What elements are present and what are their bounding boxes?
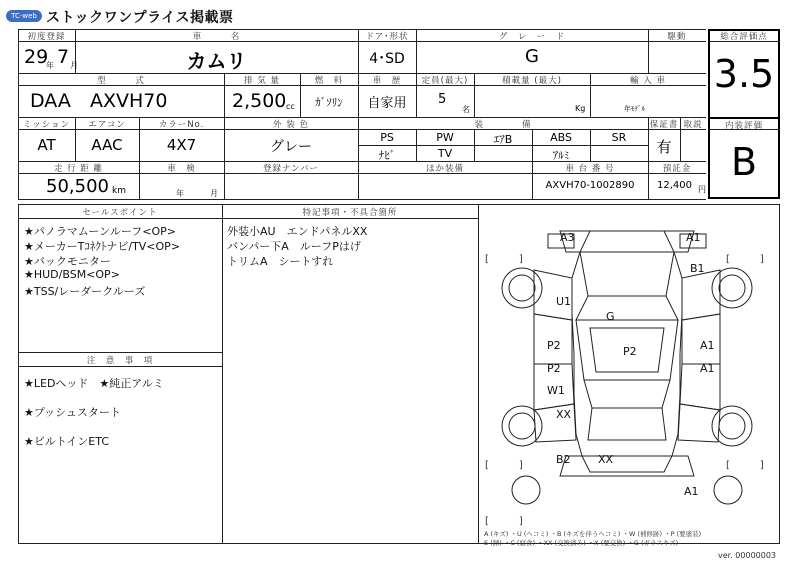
displacement-unit: cc (286, 102, 295, 111)
interior-score: B (730, 140, 758, 184)
aircon-label: エアコン (88, 120, 126, 130)
damage-mark: B1 (690, 262, 705, 275)
damage-mark: A1 (700, 339, 715, 352)
equip-airbag: ｴｱB (493, 133, 513, 146)
chassis-label: 車 台 番 号 (565, 164, 615, 174)
remark-3: トリムA シートすれ (227, 255, 334, 268)
sales-points-title: セールスポイント (82, 208, 158, 218)
sales-point-5: ★TSS/レーダークルーズ (24, 285, 146, 298)
mission-value: AT (37, 136, 56, 154)
damage-mark: XX (556, 408, 572, 421)
drive-label: 駆動 (667, 32, 687, 42)
first-reg-year: 29 (24, 46, 49, 68)
doors-label: ドア･形状 (365, 32, 409, 42)
color-no-label: カラーNo. (158, 120, 205, 130)
load-unit: Kg (575, 104, 586, 113)
grade-value: G (525, 46, 539, 67)
sales-point-4: ★HUD/BSM<OP> (24, 268, 120, 281)
remarks-title: 特記事項・不具合箇所 (302, 208, 398, 218)
color-no-value: 4X7 (166, 136, 197, 154)
inspection-label: 車 検 (167, 164, 196, 174)
year-unit: 年 (46, 61, 54, 70)
damage-mark: B2 (556, 453, 571, 466)
capacity-value: 5 (438, 92, 447, 107)
bracket-front-left: [ ] (485, 254, 523, 265)
notes-title: 注 意 事 項 (86, 356, 154, 366)
chassis-value: AXVH70-1002890 (545, 180, 635, 191)
damage-mark: A1 (686, 231, 701, 244)
car-name: カムリ (186, 49, 247, 73)
overall-score: 3.5 (713, 52, 775, 96)
damage-mark: A1 (700, 362, 715, 375)
remark-1: 外装小AU エンドパネルXX (227, 225, 368, 238)
month-unit: 月 (70, 61, 78, 70)
equip-alumi: ｱﾙﾐ (552, 149, 570, 162)
sales-point-3: ★バックモニター (24, 255, 111, 268)
import-sub: 年ﾓﾃﾞﾙ (624, 105, 645, 113)
displacement-label: 排 気 量 (244, 76, 280, 86)
damage-mark: P2 (547, 362, 561, 375)
fuel-value: ｶﾞｿﾘﾝ (315, 96, 343, 109)
equip-ps: PS (380, 131, 394, 144)
note-1: ★LEDヘッド ★純正アルミ (24, 377, 164, 390)
bracket-bottom: [ ] (485, 516, 523, 527)
first-reg-label: 初度登録 (27, 32, 66, 42)
remark-2: バンパー下A ルーフPはげ (227, 240, 361, 253)
damage-mark: W1 (547, 384, 565, 397)
capacity-label: 定員(最大) (421, 76, 469, 86)
fuel-label: 燃 料 (314, 76, 344, 86)
warranty-value: 有 (656, 138, 672, 156)
recycle-fee-value: 12,400 (657, 180, 692, 191)
warranty-label: 保証書 (649, 120, 679, 130)
version-label: ver. 00000003 (718, 551, 777, 560)
damage-mark: XX (598, 453, 614, 466)
form-title: ストックワンプライス掲載票 (46, 10, 234, 26)
first-reg-month: 7 (57, 46, 70, 68)
equipment-label: 装 備 (474, 120, 532, 130)
category-label: 車 歴 (372, 76, 402, 86)
manual-label: 取説 (683, 120, 703, 130)
damage-mark: P2 (547, 339, 561, 352)
note-2: ★プッシュスタート (24, 406, 121, 419)
interior-score-label: 内装評価 (724, 121, 763, 131)
doors-value: 4･SD (369, 51, 405, 67)
mileage-unit: km (112, 186, 126, 196)
aircon-value: AAC (91, 136, 123, 154)
damage-mark: U1 (556, 295, 572, 308)
displacement-value: 2,500 (232, 90, 287, 112)
damage-mark: A3 (560, 231, 575, 244)
capacity-unit: 名 (462, 105, 470, 114)
damage-mark: A1 (684, 485, 699, 498)
mileage-value: 50,500 (46, 176, 109, 197)
other-equip-label: ほか装備 (425, 164, 464, 174)
model-prefix: DAA (30, 90, 71, 112)
damage-mark: G (606, 310, 615, 323)
mission-label: ミッション (22, 120, 71, 130)
equip-pw: PW (436, 131, 454, 144)
model-code: AXVH70 (90, 90, 168, 112)
inspection-month-unit: 月 (210, 189, 218, 198)
equip-navi: ﾅﾋﾞ (378, 149, 396, 162)
category-value: 自家用 (367, 96, 407, 111)
plate-label: 登録ナンバー (263, 164, 319, 174)
mileage-label: 走 行 距 離 (53, 164, 104, 174)
recycle-fee-unit: 円 (698, 185, 706, 194)
import-label: 輸 入 車 (630, 76, 666, 86)
model-label: 型 式 (97, 76, 145, 86)
grade-label: グ レ ー ド (498, 32, 566, 42)
equip-sr: SR (611, 131, 627, 144)
bracket-rear-right: [ ] (726, 460, 764, 471)
sales-point-2: ★メーカーTｺﾈｸﾄナビ/TV<OP> (24, 240, 181, 253)
note-3: ★ビルトインETC (24, 435, 110, 448)
load-label: 積載量 (最大) (502, 76, 562, 86)
legend-line-1: A (キズ) ・U (ヘコミ) ・B (キズを伴うヘコミ) ・W (補修跡) ・P (要塗装) (484, 530, 702, 538)
overall-score-label: 総合評価点 (720, 32, 768, 42)
equip-tv: TV (437, 147, 453, 160)
legend-line-2: S (錆) ・C (腐食) ・XX (交換済み) ・X (要交換) ・G (ガラスキズ) (484, 539, 679, 547)
recycle-fee-label: 預託金 (662, 164, 692, 174)
equip-abs: ABS (550, 131, 572, 144)
sales-point-1: ★パノラマムーンルーフ<OP> (24, 225, 176, 238)
car-name-label: 車 名 (192, 32, 241, 42)
exterior-label: 外 装 色 (273, 120, 309, 130)
bracket-front-right: [ ] (726, 254, 764, 265)
damage-mark: P2 (623, 345, 637, 358)
exterior-value: グレー (270, 139, 312, 155)
logo: TC-web (6, 10, 42, 22)
bracket-rear-left: [ ] (485, 460, 523, 471)
inspection-year-unit: 年 (176, 189, 184, 198)
